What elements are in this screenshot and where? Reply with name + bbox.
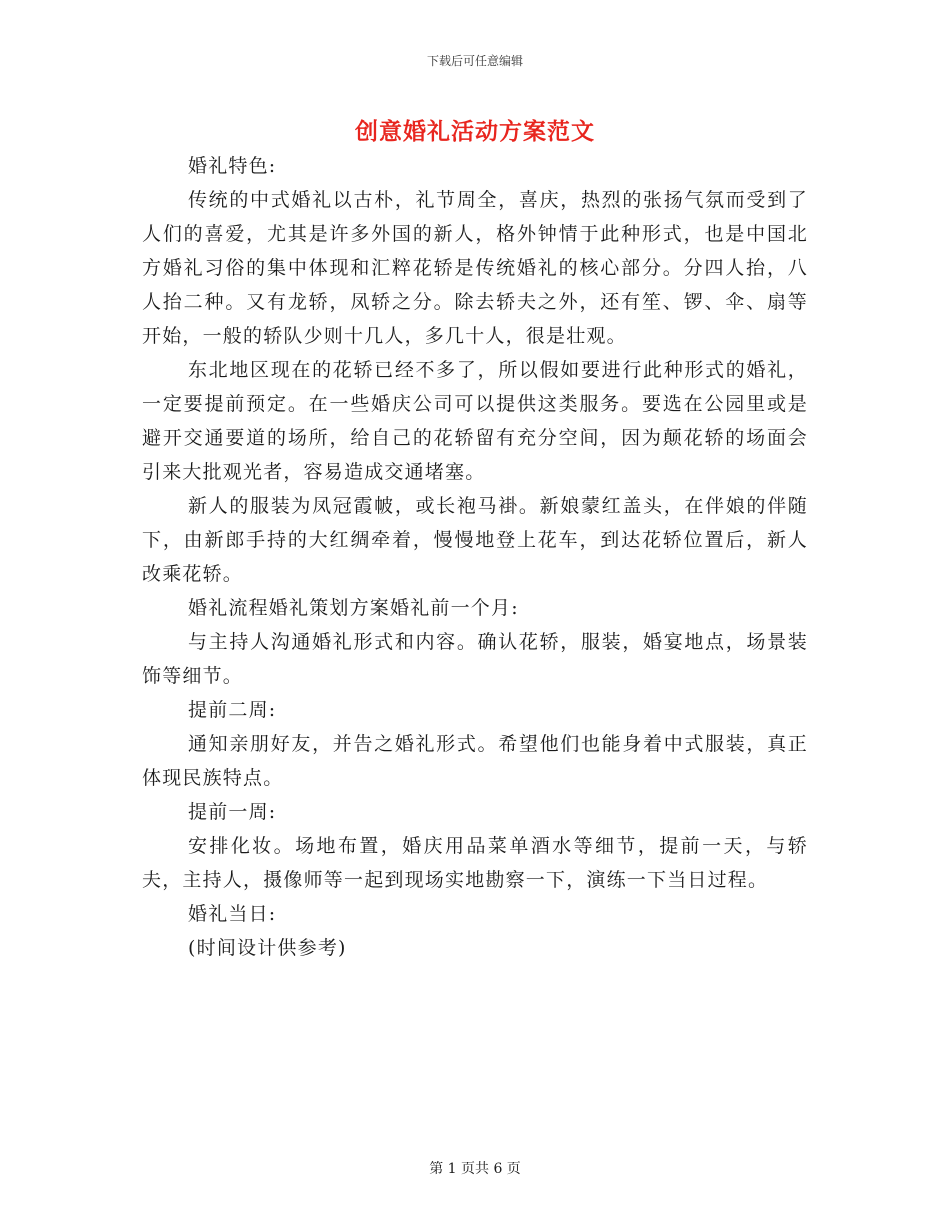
paragraph: (时间设计供参考) — [188, 937, 347, 959]
paragraph: 婚礼当日: — [188, 903, 277, 925]
paragraph: 婚礼特色: — [188, 155, 277, 177]
document-body — [142, 149, 808, 965]
paragraph: 与主持人沟通婚礼形式和内容。确认花轿，服装，婚宴地点，场景装饰等细节。 — [142, 631, 808, 687]
page-footer: 第 1 页共 6 页 — [429, 1161, 521, 1177]
paragraph: 传统的中式婚礼以古朴，礼节周全，喜庆，热烈的张扬气氛而受到了人们的喜爱，尤其是许多外国的新人，格外钟情于此种形式，也是中国北方婚礼习俗的集中体现和汇粹花轿是传统婚礼的核心部分。分四人抬，八人抬二种。又有龙轿，凤轿之分。除去轿夫之外，还有笙、锣、伞、扇等开始，一般的轿队少则十几人，多几十人，很是壮观。 — [142, 189, 808, 347]
paragraph: 通知亲朋好友，并告之婚礼形式。希望他们也能身着中式服装，真正体现民族特点。 — [142, 733, 808, 789]
paragraph: 新人的服装为凤冠霞帔，或长袍马褂。新娘蒙红盖头，在伴娘的伴随下，由新郎手持的大红绸牵着，慢慢地登上花车，到达花轿位置后，新人改乘花轿。 — [142, 495, 808, 585]
paragraph: 婚礼流程婚礼策划方案婚礼前一个月: — [188, 597, 519, 619]
paragraph: 提前一周: — [188, 801, 277, 823]
paragraph: 东北地区现在的花轿已经不多了，所以假如要进行此种形式的婚礼，一定要提前预定。在一些婚庆公司可以提供这类服务。要选在公园里或是避开交通要道的场所，给自己的花轿留有充分空间，因为颠花轿的场面会引来大批观光者，容易造成交通堵塞。 — [142, 359, 808, 483]
paragraph: 安排化妆。场地布置，婚庆用品菜单酒水等细节，提前一天，与轿夫，主持人，摄像师等一起到现场实地勘察一下，演练一下当日过程。 — [142, 835, 808, 891]
page-header: 下载后可任意编辑 — [426, 54, 523, 68]
document-title: 创意婚礼活动方案范文 — [355, 118, 595, 145]
paragraph: 提前二周: — [188, 699, 277, 721]
